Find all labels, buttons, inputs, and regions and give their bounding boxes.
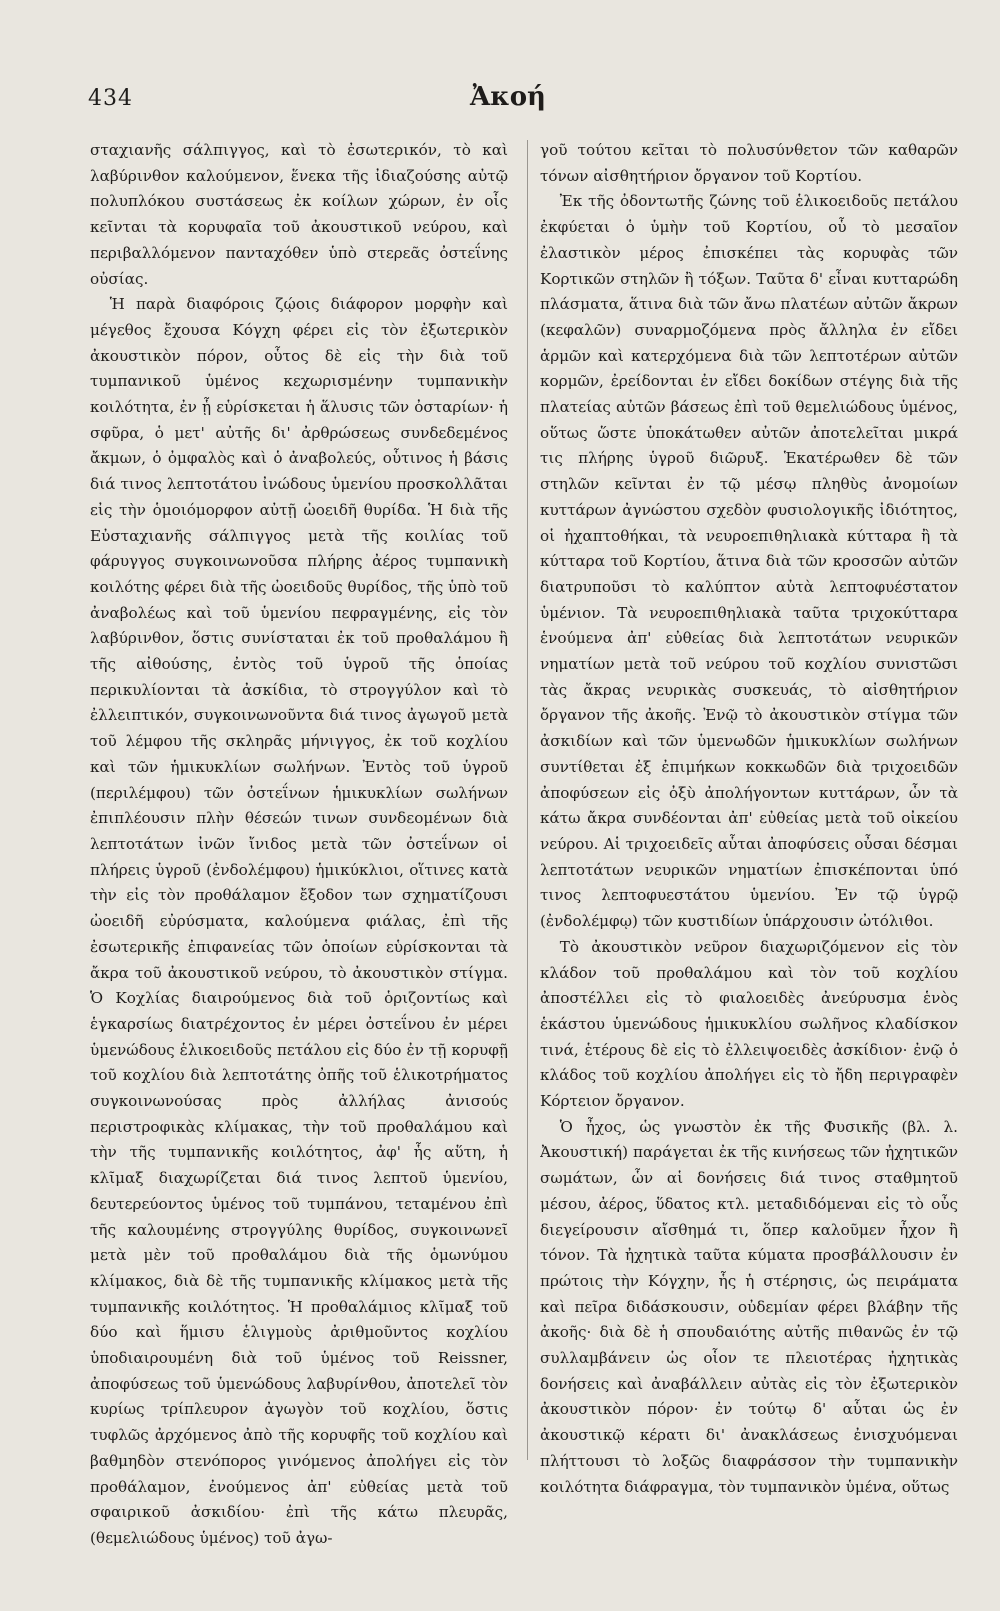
- paragraph: σταχιανῆς σάλπιγγος, καὶ τὸ ἐσωτερικόν, τὸ καὶ λαβύρινθον καλούμενον, ἕνεκα τῆς ἰδιαζούσης αὐτῷ πολυπλόκου συστάσεως ἐκ κοίλων χώρων, ἐν οἷς κεῖνται τὰ κορυφαῖα τοῦ ἀκουστικοῦ νεύρου, καὶ περιβαλλόμενον πανταχόθεν ὑπὸ στερεᾶς ὀστεΐνης οὐσίας.: [90, 141, 508, 288]
- page-number: 434: [88, 86, 133, 111]
- paragraph: Ὁ ἦχος, ὡς γνωστὸν ἐκ τῆς Φυσικῆς (βλ. λ. Ἀκουστική) παράγεται ἐκ τῆς κινήσεως τῶν ἠχητικῶν σωμάτων, ὧν αἱ δονήσεις διά τινος σταθμητοῦ μέσου, ἀέρος, ὕδατος κτλ. μεταδιδόμεναι εἰς τὸ οὖς διεγείρουσιν αἴσθημά τι, ὅπερ καλοῦμεν ἦχον ἢ τόνον. Τὰ ἠχητικὰ ταῦτα κύματα προσβάλλουσιν ἐν πρώτοις τὴν Κόγχην, ἧς ἡ στέρησις, ὡς πειράματα καὶ πεῖρα διδάσκουσιν, οὐδεμίαν φέρει βλάβην τῆς ἀκοῆς· διὰ δὲ ἡ σπουδαιότης αὐτῆς πιθανῶς ἐν τῷ συλλαμβάνειν ὡς οἷον τε πλειοτέρας ἠχητικὰς δονήσεις καὶ ἀναβάλλειν αὐτὰς εἰς τὸν ἐξωτερικὸν ἀκουστικὸν πόρον· ἐν τούτῳ δ' αὗται ὡς ἐν ἀκουστικῷ κέρατι δι' ἀνακλάσεως ἐνισχυόμεναι πλήττουσι τὸ λοξῶς διαφράσσον τὴν τυμπανικὴν κοιλότητα διάφραγμα, τὸν τυμπανικὸν ὑμένα, οὕτως: [540, 1117, 958, 1496]
- right-column: [540, 138, 958, 1588]
- column-divider: [527, 140, 528, 1460]
- running-title: Ἀκοή: [470, 82, 546, 112]
- paragraph: Ἐκ τῆς ὀδοντωτῆς ζώνης τοῦ ἑλικοειδοῦς πετάλου ἐκφύεται ὁ ὑμὴν τοῦ Κορτίου, οὗ τὸ μεσαῖον ἐλαστικὸν μέρος ἐπισκέπει τὰς κορυφὰς τῶν Κορτικῶν στηλῶν ἢ τόξων. Ταῦτα δ' εἶναι κυτταρώδη πλάσματα, ἅτινα διὰ τῶν ἄνω πλατέων αὐτῶν ἄκρων (κεφαλῶν) συναρμοζόμενα πρὸς ἄλληλα ἐν εἴδει ἁρμῶν καὶ κατερχόμενα διὰ τῶν λεπτοτέρων αὐτῶν κορμῶν, ἐρείδονται ἐν εἴδει δοκίδων στέγης διὰ τῆς πλατείας αὐτῶν βάσεως ἐπὶ τοῦ θεμελιώδους ὑμένος, οὕτως ὥστε ὑποκάτωθεν αὐτῶν ἀποτελεῖται μικρά τις πλήρης ὑγροῦ διῶρυξ. Ἑκατέρωθεν δὲ τῶν στηλῶν κεῖνται ἐν τῷ μέσῳ πληθὺς ἀνομοίων κυττάρων ἀγνώστου σχεδὸν φυσιολογικῆς ἰδιότητος, οἱ ἠχαπτοθήκαι, τὰ νευροεπιθηλιακὰ κύτταρα ἢ τὰ κύτταρα τοῦ Κορτίου, ἅτινα διὰ τῶν κροσσῶν αὐτῶν διατρυποῦσι τὸ καλύπτον αὐτὰ λεπτοφυέστατον ὑμένιον. Τὰ νευροεπιθηλιακὰ ταῦτα τριχοκύτταρα ἑνούμενα ἀπ' εὐθείας διὰ λεπτοτάτων νευρικῶν νηματίων μετὰ τοῦ νεύρου τοῦ κοχλίου συνιστῶσι τὰς ἄκρας νευρικὰς συσκευάς, τὸ αἰσθητήριον ὄργανον τῆς ἀκοῆς. Ἐνῷ τὸ ἀκουστικὸν στίγμα τῶν ἀσκιδίων καὶ τῶν ὑμενωδῶν ἡμικυκλίων σωλήνων συντίθεται ἐξ ἐπιμήκων κοκκωδῶν διὰ τριχοειδῶν ἀποφύσεων εἰς ὀξὺ ἀπολήγοντων κυττάρων, ὧν τὰ κάτω ἄκρα συνδέονται ἀπ' εὐθείας μετὰ τοῦ οἰκείου νεύρου. Αἱ τριχοειδεῖς αὗται ἀποφύσεις οὖσαι δέσμαι λεπτοτάτων νευρικῶν νηματίων ἐπισκέπονται ὑπό τινος λεπτοφυεστάτου ὑμενίου. Ἐν τῷ ὑγρῷ (ἐνδολέμφῳ) τῶν κυστιδίων ὑπάρχουσιν ὠτόλιθοι.: [540, 192, 958, 931]
- paragraph: γοῦ τούτου κεῖται τὸ πολυσύνθετον τῶν καθαρῶν τόνων αἰσθητήριον ὄργανον τοῦ Κορτίου.: [540, 141, 958, 185]
- paragraph: Ἡ παρὰ διαφόροις ζῴοις διάφορον μορφὴν καὶ μέγεθος ἔχουσα Κόγχη φέρει εἰς τὸν ἐξωτερικὸν ἀκουστικὸν πόρον, οὗτος δὲ εἰς τὴν διὰ τοῦ τυμπανικοῦ ὑμένος κεχωρισμένην τυμπανικὴν κοιλότητα, ἐν ᾗ εὑρίσκεται ἡ ἅλυσις τῶν ὀσταρίων· ἡ σφῦρα, ὁ μετ' αὐτῆς δι' ἀρθρώσεως συνδεδεμένος ἄκμων, ὁ ὀμφαλὸς καὶ ὁ ἀναβολεύς, οὗτινος ἡ βάσις διά τινος λεπτοτάτου ἰνώδους ὑμενίου προσκολλᾶται εἰς τὴν ὁμοιόμορφον αὐτῇ ὠοειδῆ θυρίδα. Ἡ διὰ τῆς Εὐσταχιανῆς σάλπιγγος μετὰ τῆς κοιλίας τοῦ φάρυγγος συγκοινωνοῦσα πλήρης ἀέρος τυμπανικὴ κοιλότης φέρει διὰ τῆς ὠοειδοῦς θυρίδος, τῆς ὑπὸ τοῦ ἀναβολέως καὶ τοῦ ὑμενίου πεφραγμένης, εἰς τὸν λαβύρινθον, ὅστις συνίσταται ἐκ τοῦ προθαλάμου ἢ τῆς αἰθούσης, ἐντὸς τοῦ ὑγροῦ τῆς ὁποίας περικυλίονται τὰ ἀσκίδια, τὸ στρογγύλον καὶ τὸ ἐλλειπτικόν, συγκοινωνοῦντα διά τινος ἀγωγοῦ μετὰ τοῦ λέμφου τῆς σκληρᾶς μήνιγγος, ἐκ τοῦ κοχλίου καὶ τῶν ἡμικυκλίων σωλήνων. Ἐντὸς τοῦ ὑγροῦ (περιλέμφου) τῶν ὀστεΐνων ἡμικυκλίων σωλήνων ἐπιπλέουσιν πλὴν θέσεών τινων συνδεομένων διὰ λεπτοτάτων ἰνῶν ἴνιδος μετὰ τῶν ὀστεΐνων οἱ πλήρεις ὑγροῦ (ἐνδολέμφου) ἡμικύκλιοι, οἵτινες κατὰ τὴν εἰς τὸν προθάλαμον ἔξοδον των σχηματίζουσι ὠοειδῆ εὐρύσματα, καλούμενα φιάλας, ἐπὶ τῆς ἐσωτερικῆς ἐπιφανείας τῶν ὁποίων εὑρίσκονται τὰ ἄκρα τοῦ ἀκουστικοῦ νεύρου, τὸ ἀκουστικὸν στίγμα. Ὁ Κοχλίας διαιρούμενος διὰ τοῦ ὁριζοντίως καὶ ἑγκαρσίως διατρέχοντος ἐν μέρει ὀστεΐνου ἐν μέρει ὑμενώδους ἑλικοειδοῦς πετάλου εἰς δύο ἐν τῇ κορυφῇ τοῦ κοχλίου διὰ λεπτοτάτης ὀπῆς τοῦ ἑλικοτρήματος συγκοινωνούσας πρὸς ἀλλήλας ἀνισούς περιστροφικὰς κλίμακας, τὴν τοῦ προθαλάμου καὶ τὴν τῆς τυμπανικῆς κοιλότητος, ἀφ' ἧς αὕτη, ἡ κλῖμαξ διαχωρίζεται διά τινος λεπτοῦ ὑμενίου, δευτερεύοντος ὑμένος τοῦ τυμπάνου, τεταμένου ἐπὶ τῆς καλουμένης στρογγύλης θυρίδος, συγκοινωνεῖ μετὰ μὲν τοῦ προθαλάμου διὰ τῆς ὁμωνύμου κλίμακος, διὰ δὲ τῆς τυμπανικῆς κλίμακος μετὰ τῆς τυμπανικῆς κοιλότητος. Ἡ προθαλάμιος κλῖμαξ τοῦ δύο καὶ ἥμισυ ἑλιγμοὺς ἀριθμοῦντος κοχλίου ὑποδιαιρουμένη διὰ τοῦ ὑμένος τοῦ Reissner, ἀποφύσεως τοῦ ὑμενώδους λαβυρίνθου, ἀποτελεῖ τὸν κυρίως τρίπλευρον ἀγωγὸν τοῦ κοχλίου, ὅστις τυφλῶς ἀρχόμενος ἀπὸ τῆς κορυφῆς τοῦ κοχλίου καὶ βαθμηδὸν στενόπορος γινόμενος ἀπολήγει εἰς τὸν προθάλαμον, ἐνούμενος ἀπ' εὐθείας μετὰ τοῦ σφαιρικοῦ ἀσκιδίου· ἐπὶ τῆς κάτω πλευρᾶς, (θεμελιώδους ὑμένος) τοῦ ἀγω-: [90, 295, 508, 1547]
- paragraph: Τὸ ἀκουστικὸν νεῦρον διαχωριζόμενον εἰς τὸν κλάδον τοῦ προθαλάμου καὶ τὸν τοῦ κοχλίου ἀποστέλλει εἰς τὸ φιαλοειδὲς ἀνεύρυσμα ἑνὸς ἑκάστου ὑμενώδους ἡμικυκλίου σωλῆνος κλαδίσκον τινά, ἑτέρους δὲ εἰς τὸ ἐλλειψοειδὲς ἀσκίδιον· ἐνῷ ὁ κλάδος τοῦ κοχλίου ἀπολήγει εἰς τὸ ἤδη περιγραφὲν Κόρτειον ὄργανον.: [540, 937, 958, 1111]
- left-column: [90, 138, 508, 1588]
- page-header: [88, 82, 928, 126]
